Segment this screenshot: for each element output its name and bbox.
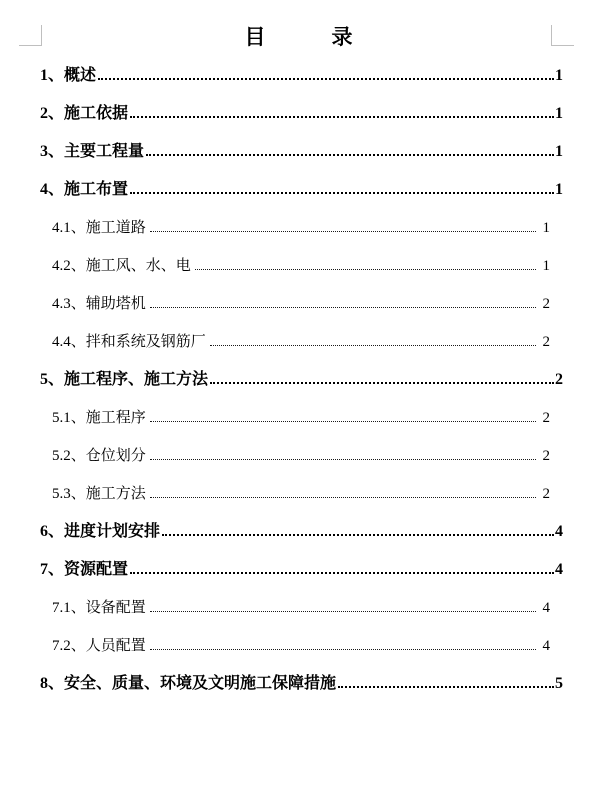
dot-leader [210, 345, 536, 346]
dot-leader [150, 421, 536, 422]
toc-entry-label: 4.4、拌和系统及钢筋厂 [52, 334, 206, 350]
dot-leader [150, 307, 536, 308]
toc-entry[interactable] [40, 103, 563, 125]
document-page [0, 25, 605, 787]
dot-leader [130, 116, 554, 118]
toc-entry-label: 5.3、施工方法 [52, 486, 146, 502]
toc-entry[interactable] [52, 597, 550, 619]
toc-entry-label: 4、施工布置 [40, 181, 129, 198]
toc-entry-label: 4.1、施工道路 [52, 220, 146, 236]
toc-entry-page: 4 [555, 523, 563, 540]
dot-leader [146, 154, 554, 156]
toc-entry-page: 2 [542, 296, 550, 312]
toc-entry[interactable] [52, 255, 550, 277]
toc-entry[interactable] [40, 179, 563, 201]
toc-entry-page: 4 [555, 561, 563, 578]
dot-leader [150, 611, 536, 612]
toc-entry-page: 1 [555, 105, 563, 122]
toc-entry-label: 5、施工程序、施工方法 [40, 371, 209, 388]
toc-entry-label: 7.2、人员配置 [52, 638, 146, 654]
text-boundary-crop-mark-top-left-vertical [41, 25, 42, 45]
toc-entry[interactable] [52, 407, 550, 429]
toc-entry-page: 2 [542, 410, 550, 426]
toc-entry-label: 2、施工依据 [40, 105, 129, 122]
toc-entry-page: 4 [542, 638, 550, 654]
dot-leader [150, 231, 536, 232]
toc-entry-label: 7.1、设备配置 [52, 600, 146, 616]
toc-entry[interactable] [40, 141, 563, 163]
toc-entry-label: 5.1、施工程序 [52, 410, 146, 426]
toc-entry-page: 2 [555, 371, 563, 388]
toc-entry-page: 1 [555, 143, 563, 160]
dot-leader [130, 192, 554, 194]
toc-list [0, 65, 605, 695]
toc-entry-label: 5.2、仓位划分 [52, 448, 146, 464]
toc-entry-label: 4.3、辅助塔机 [52, 296, 146, 312]
dot-leader [150, 497, 536, 498]
toc-entry[interactable] [52, 331, 550, 353]
toc-entry-page: 1 [542, 258, 550, 274]
toc-entry-page: 5 [555, 675, 563, 692]
toc-entry[interactable] [40, 559, 563, 581]
toc-entry-label: 6、进度计划安排 [40, 523, 161, 540]
toc-entry-page: 2 [542, 334, 550, 350]
dot-leader [150, 459, 536, 460]
toc-entry[interactable] [52, 635, 550, 657]
toc-entry-label: 1、概述 [40, 67, 97, 84]
text-boundary-crop-mark-top-left-horizontal [19, 45, 42, 46]
toc-entry[interactable] [40, 369, 563, 391]
toc-entry-label: 8、安全、质量、环境及文明施工保障措施 [40, 675, 337, 692]
toc-entry-label: 3、主要工程量 [40, 143, 145, 160]
toc-entry-page: 4 [542, 600, 550, 616]
toc-entry-page: 1 [542, 220, 550, 236]
dot-leader [150, 649, 536, 650]
dot-leader [338, 686, 554, 688]
toc-entry[interactable] [52, 293, 550, 315]
dot-leader [162, 534, 554, 536]
toc-entry-page: 1 [555, 181, 563, 198]
dot-leader [130, 572, 554, 574]
toc-entry-page: 1 [555, 67, 563, 84]
toc-entry[interactable] [40, 673, 563, 695]
toc-entry[interactable] [40, 521, 563, 543]
toc-title: 目 录 [244, 25, 361, 49]
dot-leader [195, 269, 536, 270]
toc-entry[interactable] [52, 445, 550, 467]
toc-entry[interactable] [52, 483, 550, 505]
toc-entry-page: 2 [542, 448, 550, 464]
text-boundary-crop-mark-top-right-horizontal [551, 45, 574, 46]
dot-leader [98, 78, 554, 80]
toc-entry[interactable] [40, 65, 563, 87]
toc-entry-label: 4.2、施工风、水、电 [52, 258, 191, 274]
toc-entry-label: 7、资源配置 [40, 561, 129, 578]
text-boundary-crop-mark-top-right-vertical [551, 25, 552, 45]
dot-leader [210, 382, 554, 384]
toc-entry[interactable] [52, 217, 550, 239]
toc-entry-page: 2 [542, 486, 550, 502]
